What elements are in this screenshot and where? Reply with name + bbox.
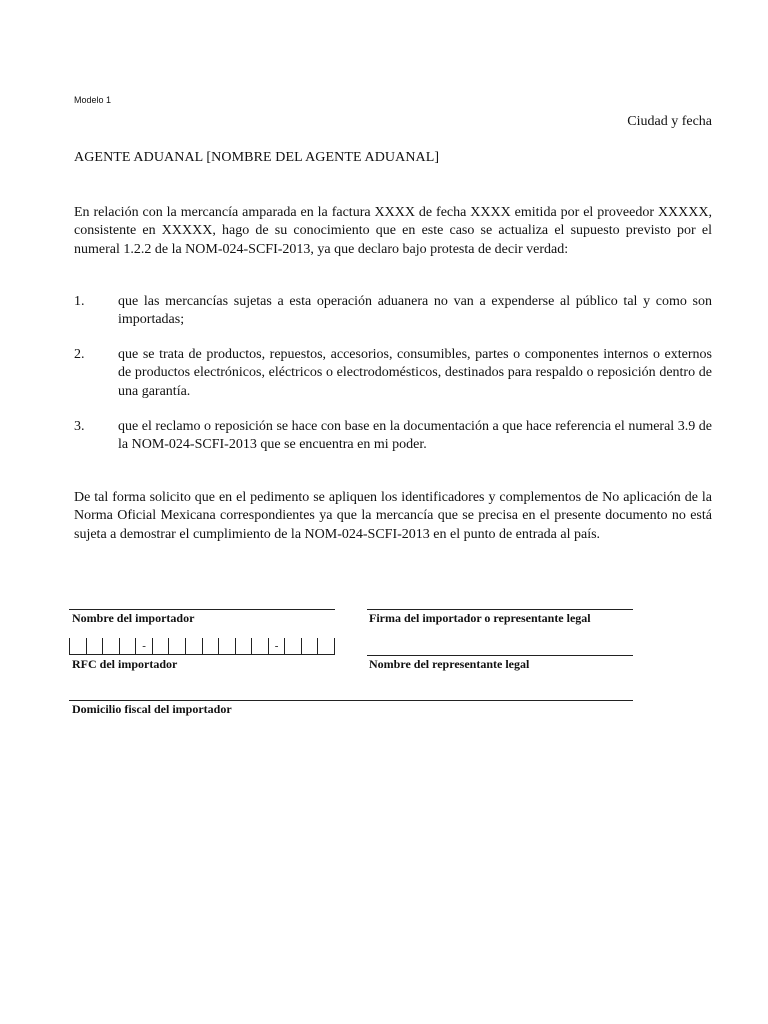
rfc-cell [185, 638, 202, 654]
addressee: AGENTE ADUANAL [NOMBRE DEL AGENTE ADUANAL] [74, 150, 440, 165]
signature-line [367, 609, 633, 610]
rfc-cell [119, 638, 136, 654]
rfc-cell [202, 638, 219, 654]
list-item [74, 418, 712, 455]
rfc-cell [284, 638, 301, 654]
rfc-cell [152, 638, 169, 654]
legal-rep-label: Nombre del representante legal [369, 657, 530, 671]
fiscal-address-line [69, 700, 633, 701]
rfc-cell [235, 638, 252, 654]
list-text: que las mercancías sujetas a esta operación aduanera no van a expenderse al público tal y como son importadas; [118, 294, 712, 328]
declaration-list-item-3 [74, 418, 712, 455]
rfc-cell [102, 638, 119, 654]
rfc-cell [317, 638, 335, 654]
intro-paragraph: En relación con la mercancía amparada en la factura XXXX de fecha XXXX emitida por el proveedor XXXXX, consistente en XXXXX, hago de su conocimiento que en este caso se actualiza el supuesto previsto por el numeral 1.2.2 de la NOM-024-SCFI-2013, ya que declaro bajo protesta de decir verdad: [74, 205, 712, 257]
list-text: que se trata de productos, repuestos, accesorios, consumibles, partes o componentes internos o externos de productos electrónicos, eléctricos o electrodomésticos, destinados para respaldo o reposición dentro de una garantía. [118, 347, 712, 399]
rfc-cell [251, 638, 268, 654]
rfc-grid [69, 637, 335, 655]
list-text: que el reclamo o reposición se hace con base en la documentación a que hace referencia el numeral 3.9 de la NOM-024-SCFI-2013 que se encuentra en mi poder. [118, 419, 712, 453]
rfc-cell [301, 638, 318, 654]
declaration-list-item-1 [74, 293, 712, 330]
importer-name-label: Nombre del importador [72, 611, 195, 625]
importer-name-line [69, 609, 335, 610]
list-number: 1. [74, 294, 85, 309]
declaration-list-item-2 [74, 346, 712, 401]
signature-label: Firma del importador o representante legal [369, 611, 591, 625]
list-number: 3. [74, 419, 85, 434]
legal-rep-line [367, 655, 633, 656]
rfc-cell [69, 638, 86, 654]
rfc-cell [86, 638, 103, 654]
city-date: Ciudad y fecha [627, 114, 712, 129]
rfc-cell: - [268, 638, 285, 654]
closing-paragraph: De tal forma solicito que en el pedimento se apliquen los identificadores y complementos de No aplicación de la Norma Oficial Mexicana correspondientes ya que la mercancía que se precisa en el presente documento no está sujeta a demostrar el cumplimiento de la NOM-024-SCFI-2013 en el punto de entrada al país. [74, 490, 712, 542]
rfc-cell: - [135, 638, 152, 654]
list-item [74, 293, 712, 330]
rfc-label: RFC del importador [72, 657, 178, 671]
fiscal-address-label: Domicilio fiscal del importador [72, 702, 232, 716]
rfc-cell [168, 638, 185, 654]
list-number: 2. [74, 347, 85, 362]
list-item [74, 346, 712, 401]
model-label: Modelo 1 [74, 95, 112, 105]
rfc-cell [218, 638, 235, 654]
